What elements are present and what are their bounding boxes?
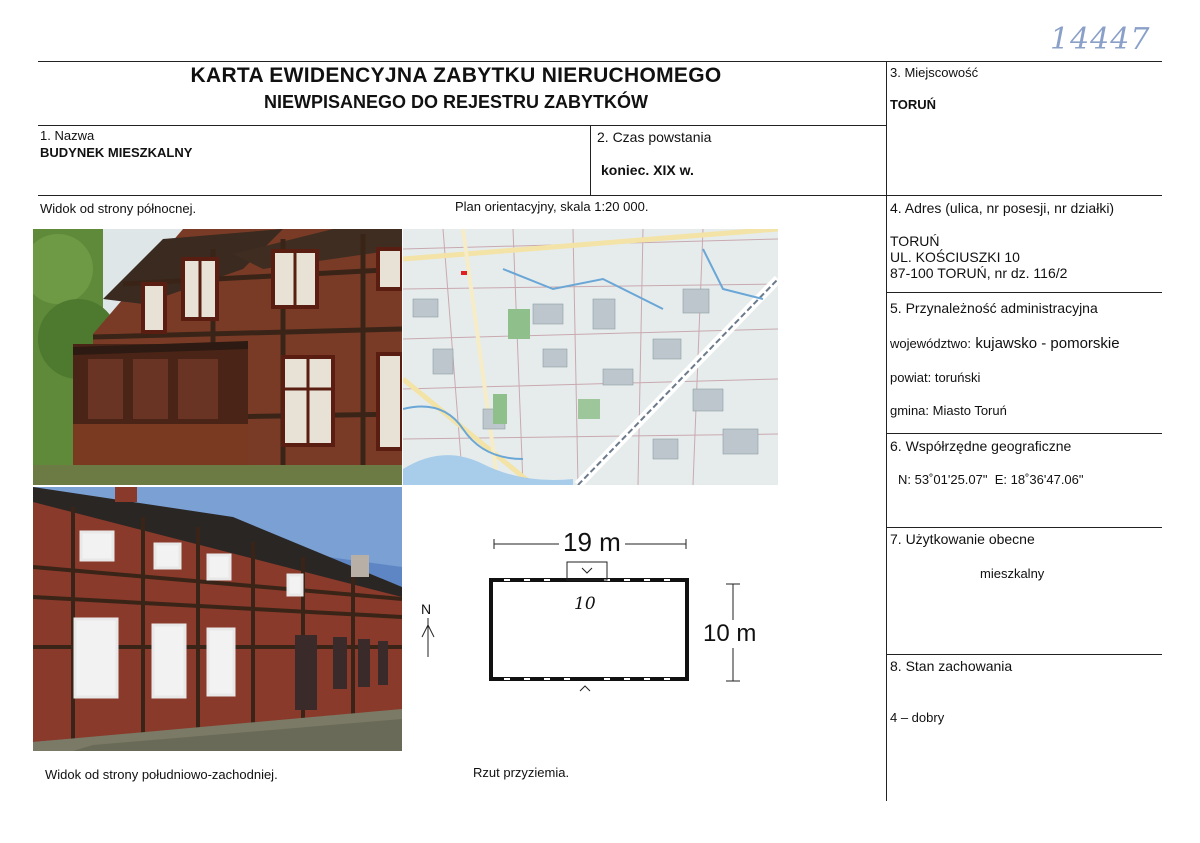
commune-row <box>890 403 1007 418</box>
coords-value <box>898 472 1084 487</box>
caption-north-view: Widok od strony północnej. <box>40 201 197 216</box>
divider-address <box>886 292 1162 293</box>
condition-label: 8. Stan zachowania <box>890 658 1013 674</box>
voivodeship-value: kujawsko - pomorskie <box>975 335 1120 352</box>
divider-title <box>38 125 887 126</box>
archive-number: 14447 <box>1050 22 1151 57</box>
photo-southwest-view <box>33 487 402 751</box>
date-label: 2. Czas powstania <box>597 129 712 145</box>
place-value: TORUŃ <box>890 97 936 112</box>
divider-admin <box>886 433 1162 434</box>
map-orientation <box>403 229 778 485</box>
card-subtitle: NIEWPISANEGO DO REJESTRU ZABYTKÓW <box>263 92 649 112</box>
address-line-postal: 87-100 TORUŃ, nr dz. 116/2 <box>890 265 1068 281</box>
name-value: BUDYNEK MIESZKALNY <box>40 145 193 160</box>
dimension-height-label: 10 m <box>703 620 757 647</box>
admin-label: 5. Przynależność administracyjna <box>890 300 1098 316</box>
divider-name-date <box>590 125 591 195</box>
divider-use <box>886 654 1162 655</box>
border-top <box>38 61 1162 62</box>
county-prefix: powiat: <box>890 370 932 385</box>
divider-coords <box>886 527 1162 528</box>
voivodeship-row <box>890 335 1120 353</box>
building-number: 10 <box>574 594 596 614</box>
place-label: 3. Miejscowość <box>890 65 979 80</box>
address-label: 4. Adres (ulica, nr posesji, nr działki) <box>890 200 1115 216</box>
dimension-width-label: 19 m <box>559 527 625 558</box>
caption-floor-plan: Rzut przyziemia. <box>473 765 570 780</box>
caption-map: Plan orientacyjny, skala 1:20 000. <box>455 199 649 214</box>
county-row <box>890 370 980 385</box>
address-value <box>890 233 1067 281</box>
divider-right-column <box>886 61 887 801</box>
floor-plan-drawing <box>404 487 780 751</box>
photo-north-view <box>33 229 402 485</box>
coords-label: 6. Współrzędne geograficzne <box>890 438 1072 454</box>
caption-southwest-view: Widok od strony południowo-zachodniej. <box>45 767 278 782</box>
county-value: toruński <box>934 370 981 385</box>
voivodeship-prefix: województwo: <box>890 336 971 351</box>
condition-value: 4 – dobry <box>890 710 945 725</box>
use-label: 7. Użytkowanie obecne <box>890 531 1035 547</box>
coords-north: N: 53˚01'25.07" <box>898 472 988 487</box>
name-label: 1. Nazwa <box>40 128 95 143</box>
address-line-street: UL. KOŚCIUSZKI 10 <box>890 249 1020 265</box>
use-value: mieszkalny <box>980 566 1045 581</box>
commune-value: Miasto Toruń <box>932 403 1007 418</box>
north-label: N <box>421 601 432 617</box>
commune-prefix: gmina: <box>890 403 930 418</box>
divider-name <box>38 195 1162 196</box>
card-title: KARTA EWIDENCYJNA ZABYTKU NIERUCHOMEGO <box>190 64 722 87</box>
date-value: koniec. XIX w. <box>601 162 694 178</box>
address-line-city: TORUŃ <box>890 233 940 249</box>
coords-east: E: 18˚36'47.06" <box>994 472 1084 487</box>
